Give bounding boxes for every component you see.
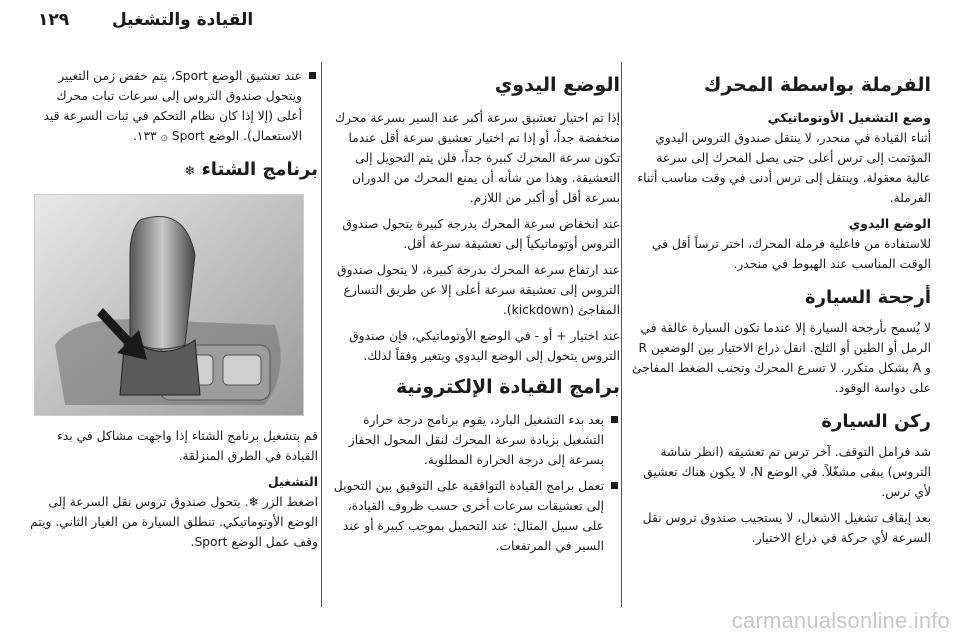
column-divider-right [621,62,622,607]
engine-braking-title: الفرملة بواسطة المحرك [704,74,931,96]
winter-program-title-text: برنامج الشتاء [201,159,318,180]
snowflake-icon: ❄ [184,164,196,179]
left-column [28,66,318,558]
column-divider-left [321,62,322,607]
watermark: carmanualsonline.info [731,608,950,633]
operation-heading: التشغيل [267,474,318,489]
rocking-heading: أرجحة السيارة [805,287,931,308]
parking-text: شد فرامل التوقف. آخر ترس تم تعشيقه (انظر شاشة التروس) يبقى مشغّلاً. في الوضع N، لا يكون هناك تعشيق لأي ترس. [643,445,931,499]
manual-paragraph-2: عند انخفاض سرعة المحرك بدرجة كبيرة يتحول صندوق التروس أوتوماتيكياً إلى تعشيقة سرعة أقل. [342,217,620,251]
bullet-item: تعمل برامج القيادة التوافقية على التوفيق بين التحويل إلى تعشيقات سرعات أخرى حسب ظروف القيادة، على سبيل المثال: عند التحميل بموجب كبيرة أو عند السير في المرتفعات. [328,476,620,556]
electronic-programs-title: برامج القيادة الإلكترونية [396,376,620,398]
rocking-text: لا يُسمح بأرجحة السيارة إلا عندما تكون السيارة عالقة في الرمل أو الطين أو الثلج. انقل ذراع الاختيار بين الوضعين R و A بشكل متكرر. لا تسرع المحرك وتجنب الضغط المفاجئ على دواسة الوقود. [631,321,931,395]
running-title: القيادة والتشغيل [112,10,254,30]
gear-selector-illustration [34,194,304,416]
manual-mode-heading: الوضع اليدوي [848,216,931,231]
page-header [0,0,960,40]
manual-mode-title: الوضع اليدوي [494,74,620,96]
page-number: ١٢٩ [38,10,70,30]
auto-mode-text: أثناء القيادة في منحدر، لا ينتقل صندوق التروس اليدوي المؤتمت إلى ترس أعلى حتى يصل المحرك إلى سرعة عالية معقولة. وينتقل إلى ترس أدنى في وقت مناسب أثناء الفرملة. [637,131,931,205]
middle-column [328,66,620,562]
winter-caption: قم بتشغيل برنامج الشتاء إذا واجهت مشاكل في بدء القيادة في الطرق المنزلقة. [57,429,318,463]
gear-selector-drawing [35,195,303,415]
auto-mode-heading: وضع التشغيل الأوتوماتيكي [767,110,931,125]
right-column [631,66,931,554]
manual-paragraph-3: عند ارتفاع سرعة المحرك بدرجة كبيرة، لا يتحول صندوق التروس إلى تعشيقة سرعة أعلى إلا عن طريق التسارع المفاجئ (kickdown). [337,263,620,317]
manual-paragraph-4: عند اختيار + أو - في الوضع الأوتوماتيكي، فإن صندوق التروس يتحول إلى الوضع اليدوي ويتغير وفقاً لذلك. [349,329,620,363]
sport-mode-bullet: عند تعشيق الوضع Sport، يتم خفض زمن التغيير ويتحول صندوق التروس إلى سرعات تبات محرك أعلى (إلا إذا كان نظام التحكم في ثبات السرعة قيد الاستعمال). الوضع Sport ۞ ١٣٣. [28,66,318,146]
operation-text: اضغط الزر ❄. يتحول صندوق تروس نقل السرعة إلى الوضع الأوتوماتيكي. تنطلق السيارة من الغيار الثاني. ويتم وقف عمل الوضع Sport. [30,495,318,549]
parking-heading: ركن السيارة [821,411,931,432]
winter-program-title [28,156,318,186]
ignition-off-text: بعد إيقاف تشغيل الاشعال، لا يستجيب صندوق تروس نقل السرعة لأي حركة في ذراع الاختيار. [642,511,931,545]
manual-paragraph-1: إذا تم اختيار تعشيق سرعة أكبر عند السير بسرعة محرك منخفضة جداً، أو إذا تم اختيار تعشيق سرعة أقل عندما تكون سرعة المحرك كبيرة جداً، فلن يتم التحويل إلى التعشيقة. وهذا من شأنه أن يمنع المحرك من الدوران بسرعة أقل أو أكبر من اللازم. [335,111,620,205]
bullet-item: بعد بدء التشغيل البارد، يقوم برنامج درجة حرارة التشغيل بزيادة سرعة المحرك لنقل المحول الحفاز بسرعة إلى درجة الحرارة المطلوبة. [328,410,620,470]
manual-mode-text: للاستفادة من فاعلية فرملة المحرك، اختر ترساً أقل في الوقت المناسب عند الهبوط في منحدر. [651,237,931,271]
